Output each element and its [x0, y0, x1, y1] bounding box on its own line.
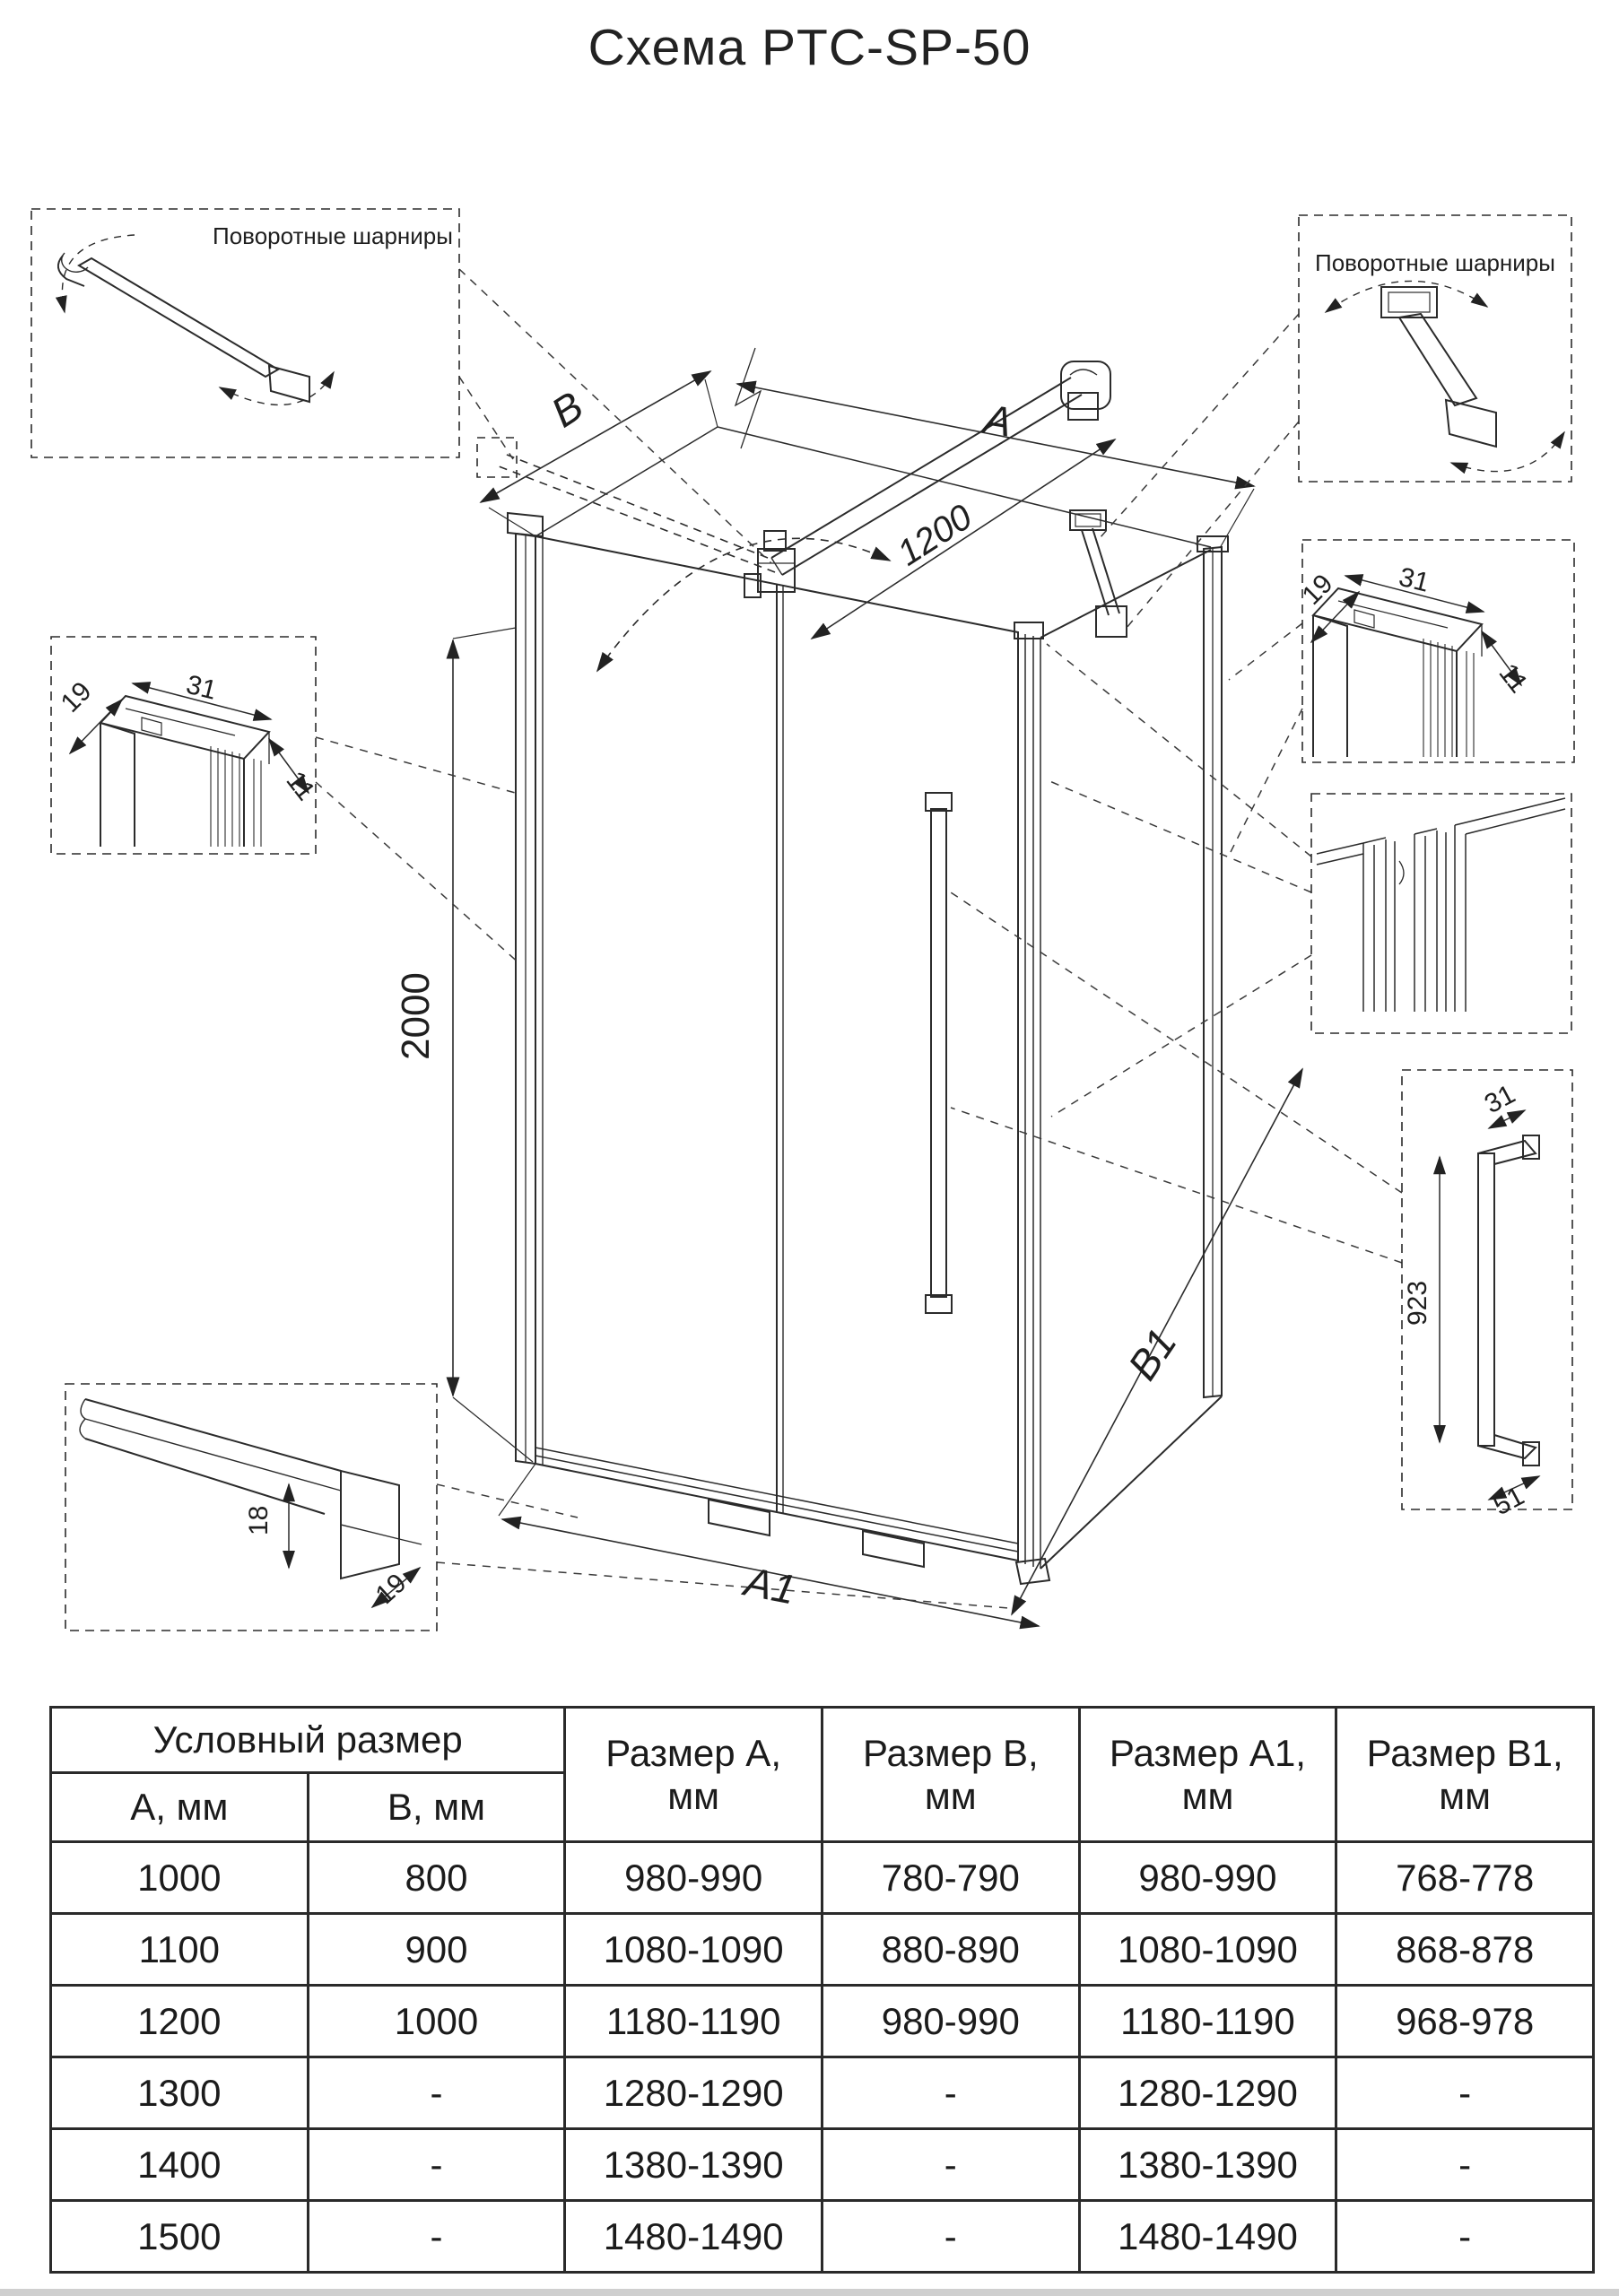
cell: 1480-1490: [565, 2201, 823, 2273]
dim-a-break: [736, 348, 761, 448]
cell: 1200: [51, 1986, 309, 2057]
cell: -: [308, 2201, 565, 2273]
handle-drawing: [1478, 1135, 1539, 1465]
handle-dim-51: 51: [1488, 1481, 1529, 1522]
dim-a1-label: A1: [741, 1557, 800, 1613]
cell: 1280-1290: [1079, 2057, 1336, 2129]
cell: -: [822, 2201, 1079, 2273]
cell: 980-990: [822, 1986, 1079, 2057]
leader-lines: [316, 269, 1402, 1611]
glass-hatch: [211, 746, 261, 847]
cell: 1180-1190: [565, 1986, 823, 2057]
wall-profile-drawing: [100, 696, 269, 847]
bottom-rail-drawing: [80, 1399, 422, 1578]
cell: 980-990: [1079, 1842, 1336, 1914]
door-handle: [926, 793, 952, 1313]
left-wall-profile: [508, 513, 543, 1464]
cell: 768-778: [1336, 1842, 1594, 1914]
header-group: Условный размер: [51, 1708, 565, 1773]
cell: -: [1336, 2129, 1594, 2201]
door-swing-arc: [597, 538, 890, 671]
header-sub-b: B, мм: [308, 1773, 565, 1842]
main-enclosure: [477, 361, 1228, 1584]
dim-a-label: A: [980, 395, 1015, 446]
handle-dim-31: 31: [1479, 1079, 1520, 1120]
handle-dims: [1440, 1110, 1539, 1500]
header-size-b1: Размер B1, мм: [1336, 1708, 1594, 1842]
cell: 800: [308, 1842, 565, 1914]
inset-seal-junction: [1311, 794, 1571, 1033]
header-size-a: Размер A, мм: [565, 1708, 823, 1842]
table-row: [51, 1986, 1594, 2057]
cell: 868-878: [1336, 1914, 1594, 1986]
inset-wall-profile-left: [51, 637, 316, 854]
dim-1200-label: 1200: [890, 497, 979, 574]
cell: 1100: [51, 1914, 309, 1986]
dim-b1-label: B1: [1119, 1319, 1186, 1388]
header-sub-a: A, мм: [51, 1773, 309, 1842]
profile-right-dim-31: 31: [1396, 561, 1432, 598]
cell: -: [1336, 2201, 1594, 2273]
cell: 1080-1090: [565, 1914, 823, 1986]
profile-right-dim-19: 19: [1296, 569, 1339, 611]
size-table: [49, 1706, 1595, 2274]
hinge-left-label: Поворотные шарниры: [213, 222, 453, 249]
profile-left-dim-11: 11: [280, 765, 321, 806]
page-edge-strip: [0, 2289, 1619, 2296]
cell: 1380-1390: [565, 2129, 823, 2201]
profile-left-dim-31: 31: [183, 669, 220, 706]
cell: -: [822, 2129, 1079, 2201]
cell: 900: [308, 1914, 565, 1986]
rail-dim-18: 18: [244, 1505, 274, 1535]
table-row: [51, 1914, 1594, 1986]
table-row: [51, 2057, 1594, 2129]
cell: 1480-1490: [1079, 2201, 1336, 2273]
main-dimensions: [453, 348, 1302, 1626]
table-row: [51, 1842, 1594, 1914]
cell: -: [822, 2057, 1079, 2129]
inset-wall-profile-right: [1302, 540, 1574, 762]
cell: 1400: [51, 2129, 309, 2201]
handle-dim-923: 923: [1403, 1280, 1432, 1326]
cell: 1180-1190: [1079, 1986, 1336, 2057]
cell: 968-978: [1336, 1986, 1594, 2057]
top-plane: [535, 427, 1211, 547]
header-size-a1: Размер A1, мм: [1079, 1708, 1336, 1842]
swivel-arc-right: [220, 372, 334, 404]
cell: 1000: [51, 1842, 309, 1914]
rail-dim-19: 19: [370, 1568, 413, 1611]
cell: 1000: [308, 1986, 565, 2057]
cell: 880-890: [822, 1914, 1079, 1986]
header-size-b: Размер B, мм: [822, 1708, 1079, 1842]
side-panel: [1040, 536, 1228, 1569]
table-row: [51, 2201, 1594, 2273]
cell: 980-990: [565, 1842, 823, 1914]
cell: 1500: [51, 2201, 309, 2273]
hinge-bar-drawing: [58, 253, 309, 402]
table-row: [51, 2129, 1594, 2201]
support-bar-swung: [477, 438, 775, 572]
dim-line-b: [481, 371, 710, 502]
glass-hatch: [1423, 639, 1474, 757]
swivel-arc-left: [62, 235, 135, 312]
seal-drawing: [1317, 798, 1565, 1012]
profile-left-dim-19: 19: [55, 676, 98, 718]
cell: -: [308, 2129, 565, 2201]
cell: -: [308, 2057, 565, 2129]
cell: 780-790: [822, 1842, 1079, 1914]
hinge-right-label: Поворотные шарниры: [1315, 249, 1555, 276]
cell: 1300: [51, 2057, 309, 2129]
cell: -: [1336, 2057, 1594, 2129]
cell: 1380-1390: [1079, 2129, 1336, 2201]
dim-2000-label: 2000: [394, 972, 438, 1060]
cell: 1280-1290: [565, 2057, 823, 2129]
profile-right-dim-11: 11: [1493, 657, 1534, 699]
dim-b-label: B: [543, 382, 592, 437]
hinge-bracket-drawing: [1381, 287, 1496, 447]
swivel-arc-top: [1326, 281, 1487, 312]
page-title: Схема PTC-SP-50: [588, 19, 1031, 76]
swivel-arc-bottom: [1451, 432, 1564, 472]
cell: 1080-1090: [1079, 1914, 1336, 1986]
